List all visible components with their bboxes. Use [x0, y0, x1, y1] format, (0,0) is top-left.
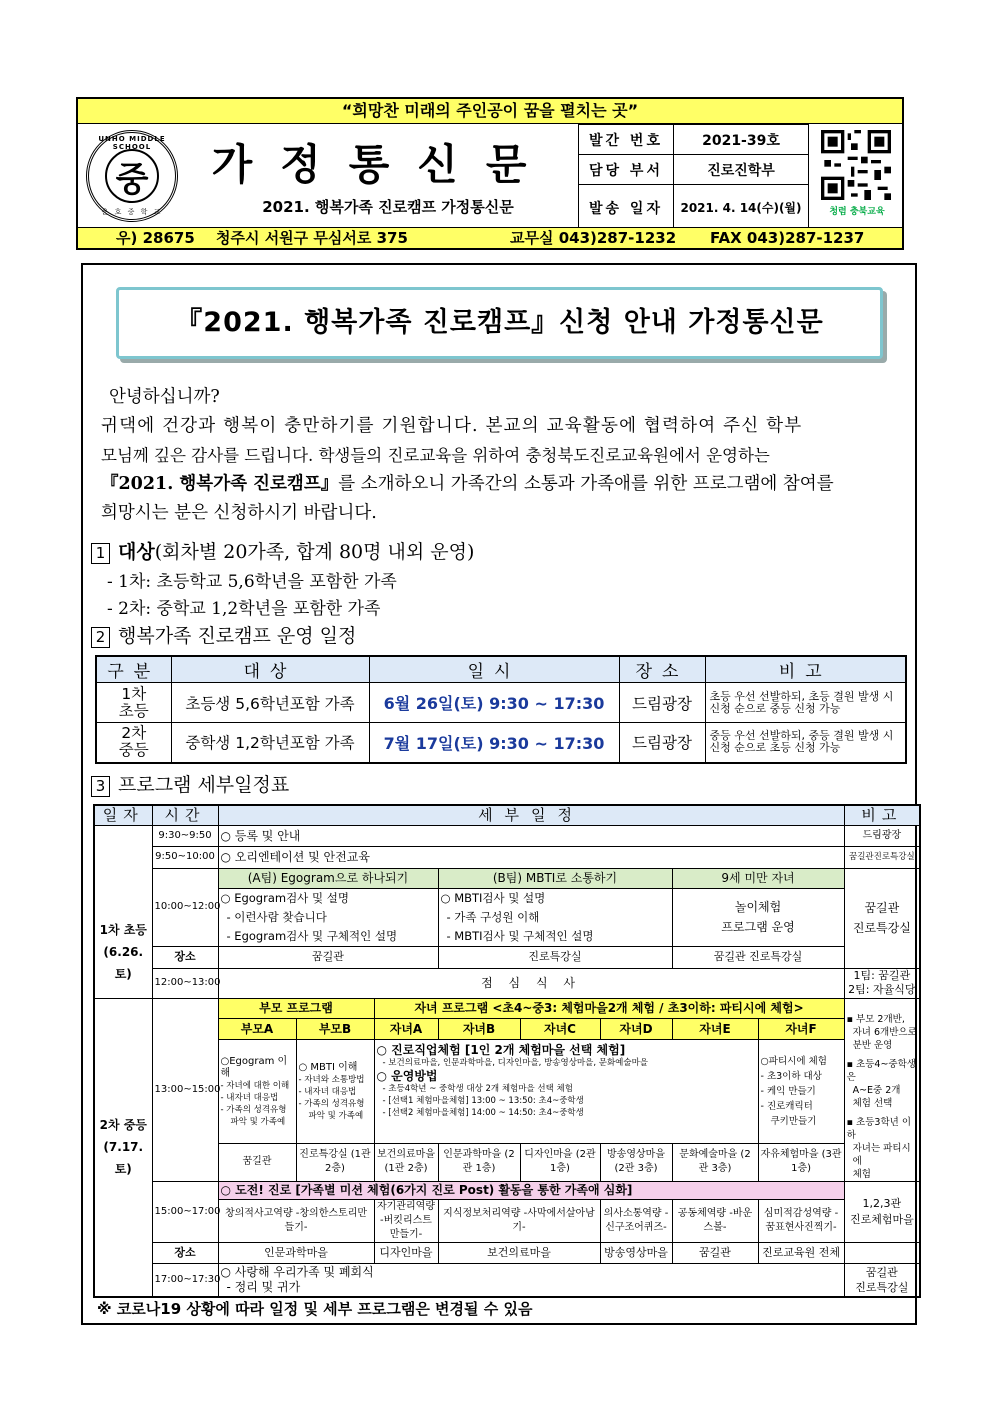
note-line: 진로특강실 [855, 1280, 909, 1294]
place-cell: 보건의료마을 [438, 1242, 600, 1263]
gubun-cell [96, 723, 171, 763]
detail-line: ○ MBTI검사 및 설명 [440, 890, 546, 905]
info-key: 담당 부서 [579, 155, 674, 185]
table-row [94, 1144, 920, 1181]
section-heading [91, 621, 356, 648]
col-header: 일자 [94, 805, 152, 825]
place-cell: 진로교육원 전체 [758, 1242, 844, 1263]
day-cell [94, 825, 152, 998]
place-cell: 꿈길관 [218, 946, 438, 968]
gubun-level: 초등 [118, 701, 149, 720]
col-header: 장소 [619, 656, 705, 683]
detail-line: ○ MBTI 이해 [298, 1061, 358, 1073]
detail-line: - Egogram검사 및 구체적인 설명 [226, 928, 398, 943]
footnote: ※ 코로나19 상황에 따라 일정 및 세부 프로그램은 변경될 수 있음 [97, 1300, 533, 1318]
group-header: 자녀B [438, 1019, 520, 1040]
mission-item: 창의적사고역량 -창의한스토리만들기- [218, 1199, 374, 1242]
col-header: 세부일정 [218, 805, 844, 825]
note-line: ▪ 초등4~중학생은 [846, 1058, 916, 1083]
note-line: 1,2,3관 [862, 1196, 902, 1210]
gubun-round: 2차 [121, 724, 147, 743]
date-cell: 6월 26일(토) 9:30 ~ 17:30 [369, 683, 619, 723]
detail-line: - 내자녀 대응법 [298, 1086, 357, 1097]
place-cell: 진로특강실 (1관 2층) [296, 1144, 374, 1181]
section-title: 대상 [118, 541, 155, 563]
team-b-detail [438, 888, 672, 946]
detail-cell [218, 1263, 844, 1297]
team-c-header: 9세 미만 자녀 [672, 868, 844, 888]
table-row [96, 723, 906, 763]
office-phone: 교무실 043)287-1232 [510, 229, 677, 247]
target-cell: 초등생 5,6학년포함 가족 [171, 683, 369, 723]
group-header: 자녀F [758, 1019, 844, 1040]
detail-line: ○ Egogram검사 및 설명 [220, 890, 349, 905]
detail-line: - 이런사람 찾습니다 [226, 909, 327, 924]
team-c-detail [672, 888, 844, 946]
place-cell: 자유체험마을 (3관 1층) [758, 1144, 844, 1181]
place-cell: 진로특강실 [438, 946, 672, 968]
section-heading [91, 770, 289, 797]
child-detail [374, 1039, 758, 1144]
table-row [94, 846, 920, 868]
table-row [94, 868, 920, 888]
content-frame [81, 263, 917, 1325]
detail-line: - 케익 만들기 [760, 1086, 816, 1098]
qr-code-icon[interactable] [815, 130, 897, 200]
day-date: (7.17.토) [103, 1140, 144, 1177]
gubun-round: 1차 [121, 684, 147, 703]
detail-line: - 가족의 성격유형 [298, 1098, 365, 1109]
page-subtitle: 2021. 행복가족 진로캠프 가정통신문 [262, 198, 514, 216]
col-header: 시간 [152, 805, 218, 825]
seal-bottom-text: 운 호 중 학 교 [101, 208, 163, 216]
info-key: 발송 일자 [579, 185, 674, 231]
seal-top-text: UNHO MIDDLE SCHOOL [98, 135, 166, 151]
section-title-rest: (회차별 20가족, 합계 80명 내외 운영) [154, 541, 475, 563]
place-label: 장소 [152, 946, 218, 968]
camp-name: 『2021. 행복가족 진로캠프』 [101, 474, 339, 494]
table-row [94, 825, 920, 846]
place-cell: 보건의료마을 (1관 2층) [374, 1144, 438, 1181]
day-label: 1차 초등 [99, 922, 147, 937]
note-line: 1팀: 꿈길관 [853, 969, 911, 982]
section-number: 1 [91, 543, 110, 564]
detail-line: ○ 사랑해 우리가족 및 폐회식 [220, 1264, 374, 1279]
place-cell: 인문과학마을 [218, 1242, 374, 1263]
note-line: 진로특강실 [852, 921, 911, 935]
note-line: 체험 선택 [852, 1097, 893, 1109]
team-a-header: (A팀) Egogram으로 하나되기 [218, 868, 438, 888]
address-bar [78, 227, 902, 248]
day-date: (6.26.토) [103, 944, 144, 981]
detail-line: - 초등4학년 ~ 중학생 대상 2개 체험마을 선택 체험 [382, 1083, 573, 1094]
detail-line: - 자녀와 소통방법 [298, 1074, 365, 1085]
time-cell: 9:50~10:00 [152, 846, 218, 868]
detail-line: - 자녀에 대한 이해 [220, 1080, 290, 1091]
intro-line [101, 470, 911, 499]
table-row [94, 888, 920, 946]
place-cell: 꿈길관 진로특강실 [672, 946, 844, 968]
postal-code: 우) 28675 [116, 229, 195, 247]
place-cell: 디자인마을 (2관 1층) [520, 1144, 600, 1181]
parent-b-detail [296, 1039, 374, 1144]
intro-line: 모님께 깊은 감사를 드립니다. 학생들의 진로교육을 위하여 충청북도진로교육원에서 운영하는 [101, 446, 770, 465]
info-value: 2021-39호 [674, 125, 809, 155]
group-header: 자녀D [600, 1019, 672, 1040]
parent-a-detail [218, 1039, 296, 1144]
note-line: A~E중 2개 [852, 1084, 901, 1096]
section-heading [91, 537, 474, 564]
team-b-header: (B팀) MBTI로 소통하기 [438, 868, 672, 888]
detail-line: - [선택2 체험마을체험] 14:00 ~ 14:50: 초4~중학생 [382, 1107, 584, 1118]
note-cell: 꿈길관진로특강실 [844, 846, 920, 868]
mission-item: 자기관리역량 -버킷리스트만들기- [374, 1199, 438, 1242]
time-cell: 17:00~17:30 [152, 1263, 218, 1297]
intro-text: 를 소개하오니 가족간의 소통과 가족애를 위한 프로그램에 참여를 [338, 474, 834, 494]
day-label: 2차 중등 [99, 1118, 147, 1133]
detail-line: - [선택1 체험마을체험] 13:00 ~ 13:50: 초4~중학생 [382, 1095, 584, 1106]
table-row [94, 968, 920, 998]
note-line: 자녀 6개반으로 [852, 1026, 917, 1038]
detail-line: - 내자녀 대응법 [220, 1092, 279, 1103]
group-header: 부모B [296, 1019, 374, 1040]
time-cell: 12:00~13:00 [152, 968, 218, 998]
info-value: 진로진학부 [674, 155, 809, 185]
col-header: 비고 [705, 656, 906, 683]
detail-line: 파악 및 가족예 [230, 1116, 286, 1127]
street-address: 청주시 서원구 무심서로 375 [216, 229, 408, 247]
detail-line: - 가족의 성격유형 [220, 1104, 287, 1115]
note-line: 진로체험마을 [849, 1212, 914, 1226]
place-cell: 방송영상마을 [600, 1242, 672, 1263]
qr-caption: 청렴 충북교육 [829, 207, 885, 217]
detail-line: 쿠키만들기 [770, 1116, 817, 1128]
mission-header: ○ 도전! 진로 [가족별 미션 체험(6가지 진로 Post) 활동을 통한 가족애 심화] [218, 1181, 844, 1199]
intro-line: 희망시는 분은 신청하시기 바랍니다. [101, 503, 377, 523]
group-header: 부모A [218, 1019, 296, 1040]
greeting: 안녕하십니까? [109, 387, 220, 407]
note-cell [844, 968, 920, 998]
parent-program-header: 부모 프로그램 [218, 998, 374, 1019]
detail-line: - 보건의료마을, 인문과학마을, 디자인마을, 방송영상마을, 문화예술마을 [382, 1057, 649, 1068]
detail-line: - MBTI검사 및 구체적인 설명 [446, 928, 594, 943]
seal-char: 중 [105, 149, 159, 203]
table-header-row [96, 656, 906, 683]
detail-line: 놀이체험 [734, 900, 782, 914]
table-row [94, 946, 920, 968]
col-header: 일시 [369, 656, 619, 683]
detail-line: ○ 운영방법 [376, 1068, 438, 1083]
info-key: 발간 번호 [579, 125, 674, 155]
col-header: 비고 [844, 805, 920, 825]
school-seal-logo [86, 130, 178, 222]
detail-line: ○Egogram 이해 [220, 1055, 288, 1079]
place-cell: 꿈길관 [672, 1242, 758, 1263]
note-line: 2팀: 자율식당 [848, 983, 916, 996]
gubun-cell [96, 683, 171, 723]
col-header: 대상 [171, 656, 369, 683]
schedule-table [95, 655, 907, 764]
detail-line: - 진로캐릭터 [760, 1101, 813, 1113]
info-value: 2021. 4. 14(수)(월) [674, 185, 809, 231]
lunch-cell: 점 심 식 사 [218, 968, 844, 998]
note-cell: 드림광장 [844, 825, 920, 846]
table-row [94, 1242, 920, 1263]
note-line: ▪ 부모 2개반, [846, 1013, 905, 1025]
mission-item: 심미적감성역량 -꿈표현사진찍기- [758, 1199, 844, 1242]
table-row [94, 1019, 920, 1040]
note-cell [844, 998, 920, 1181]
section-number: 2 [91, 627, 110, 648]
slogan: “희망찬 미래의 주인공이 꿈을 펼치는 곳” [78, 99, 902, 124]
note-line: 자녀는 파티시에 [852, 1142, 911, 1167]
detail-line: - 초3이하 대상 [760, 1071, 822, 1083]
place-cell: 인문과학마을 (2관 1층) [438, 1144, 520, 1181]
day-cell [94, 998, 152, 1297]
place-cell: 방송영상마을 (2관 3층) [600, 1144, 672, 1181]
child-program-header: 자녀 프로그램 <초4~중3: 체험마을2개 체험 / 초3이하: 파티시에 체험> [374, 998, 844, 1019]
group-header: 자녀C [520, 1019, 600, 1040]
table-row [94, 1263, 920, 1297]
intro-line: 귀댁에 건강과 행복이 충만하기를 기원합니다. 본교의 교육활동에 협력하여 주신 학부 [101, 416, 803, 436]
table-header-row [94, 805, 920, 825]
place-cell: 디자인마을 [374, 1242, 438, 1263]
place-label: 장소 [152, 1242, 218, 1263]
gubun-level: 중등 [118, 741, 149, 760]
note-cell [844, 1242, 920, 1263]
note-cell [844, 1263, 920, 1297]
note-cell [844, 1181, 920, 1242]
note-line: 체험 [852, 1168, 871, 1180]
note-cell: 초등 우선 선발하되, 초등 결원 발생 시 신청 순으로 중등 신청 가능 [705, 683, 906, 723]
note-line: ▪ 초등3학년 이하 [846, 1116, 912, 1141]
child-f-detail [758, 1039, 844, 1144]
notice-banner: 『2021. 행복가족 진로캠프』신청 안내 가정통신문 [116, 287, 883, 359]
note-line: 분반 운영 [852, 1039, 893, 1051]
fax-number: FAX 043)287-1237 [710, 229, 865, 247]
detail-line: - 정리 및 귀가 [226, 1279, 301, 1294]
mission-item: 의사소통역량 -신구조어퀴즈- [600, 1199, 672, 1242]
newsletter-header [76, 97, 904, 250]
team-a-detail [218, 888, 438, 946]
group-header: 자녀E [672, 1019, 758, 1040]
list-item: - 2차: 중학교 1,2학년을 포함한 가족 [107, 599, 381, 619]
detail-cell: ○ 오리엔테이션 및 안전교육 [218, 846, 844, 868]
time-cell: 13:00~15:00 [152, 998, 218, 1181]
program-table [93, 804, 921, 1298]
place-cell: 꿈길관 [218, 1144, 296, 1181]
time-cell: 10:00~12:00 [152, 868, 218, 946]
detail-cell: ○ 등록 및 안내 [218, 825, 844, 846]
section-title: 프로그램 세부일정표 [118, 774, 290, 796]
note-cell [844, 868, 920, 968]
detail-line: 파악 및 가족예 [308, 1110, 364, 1121]
mission-item: 지식정보처리역량 -사막에서살아남기- [438, 1199, 600, 1242]
note-line: 꿈길관 [865, 1265, 898, 1279]
detail-line: 프로그램 운영 [721, 920, 795, 934]
note-cell: 중등 우선 선발하되, 중등 결원 발생 시 신청 순으로 초등 신청 가능 [705, 723, 906, 763]
place-cell: 문화예술마을 (2관 3층) [672, 1144, 758, 1181]
detail-line: ○파티시에 체험 [760, 1056, 827, 1068]
note-line: 꿈길관 [864, 901, 900, 915]
issue-info-table [578, 124, 809, 231]
date-cell: 7월 17일(토) 9:30 ~ 17:30 [369, 723, 619, 763]
col-header: 구분 [96, 656, 171, 683]
time-cell: 9:30~9:50 [152, 825, 218, 846]
table-row [94, 998, 920, 1019]
time-cell: 15:00~17:00 [152, 1181, 218, 1242]
section-title: 행복가족 진로캠프 운영 일정 [118, 625, 357, 647]
section-number: 3 [91, 776, 110, 797]
place-cell: 드림광장 [619, 723, 705, 763]
mission-item: 공동체역량 -바운스볼- [672, 1199, 758, 1242]
list-item: - 1차: 초등학교 5,6학년을 포함한 가족 [107, 572, 397, 592]
detail-line: ○ 진로직업체험 [1인 2개 체험마을 선택 체험] [376, 1042, 626, 1057]
table-row [96, 683, 906, 723]
target-cell: 중학생 1,2학년포함 가족 [171, 723, 369, 763]
table-row [94, 1181, 920, 1199]
group-header: 자녀A [374, 1019, 438, 1040]
detail-line: - 가족 구성원 이해 [446, 909, 540, 924]
page-title: 가정통신문 [211, 140, 555, 189]
place-cell: 드림광장 [619, 683, 705, 723]
